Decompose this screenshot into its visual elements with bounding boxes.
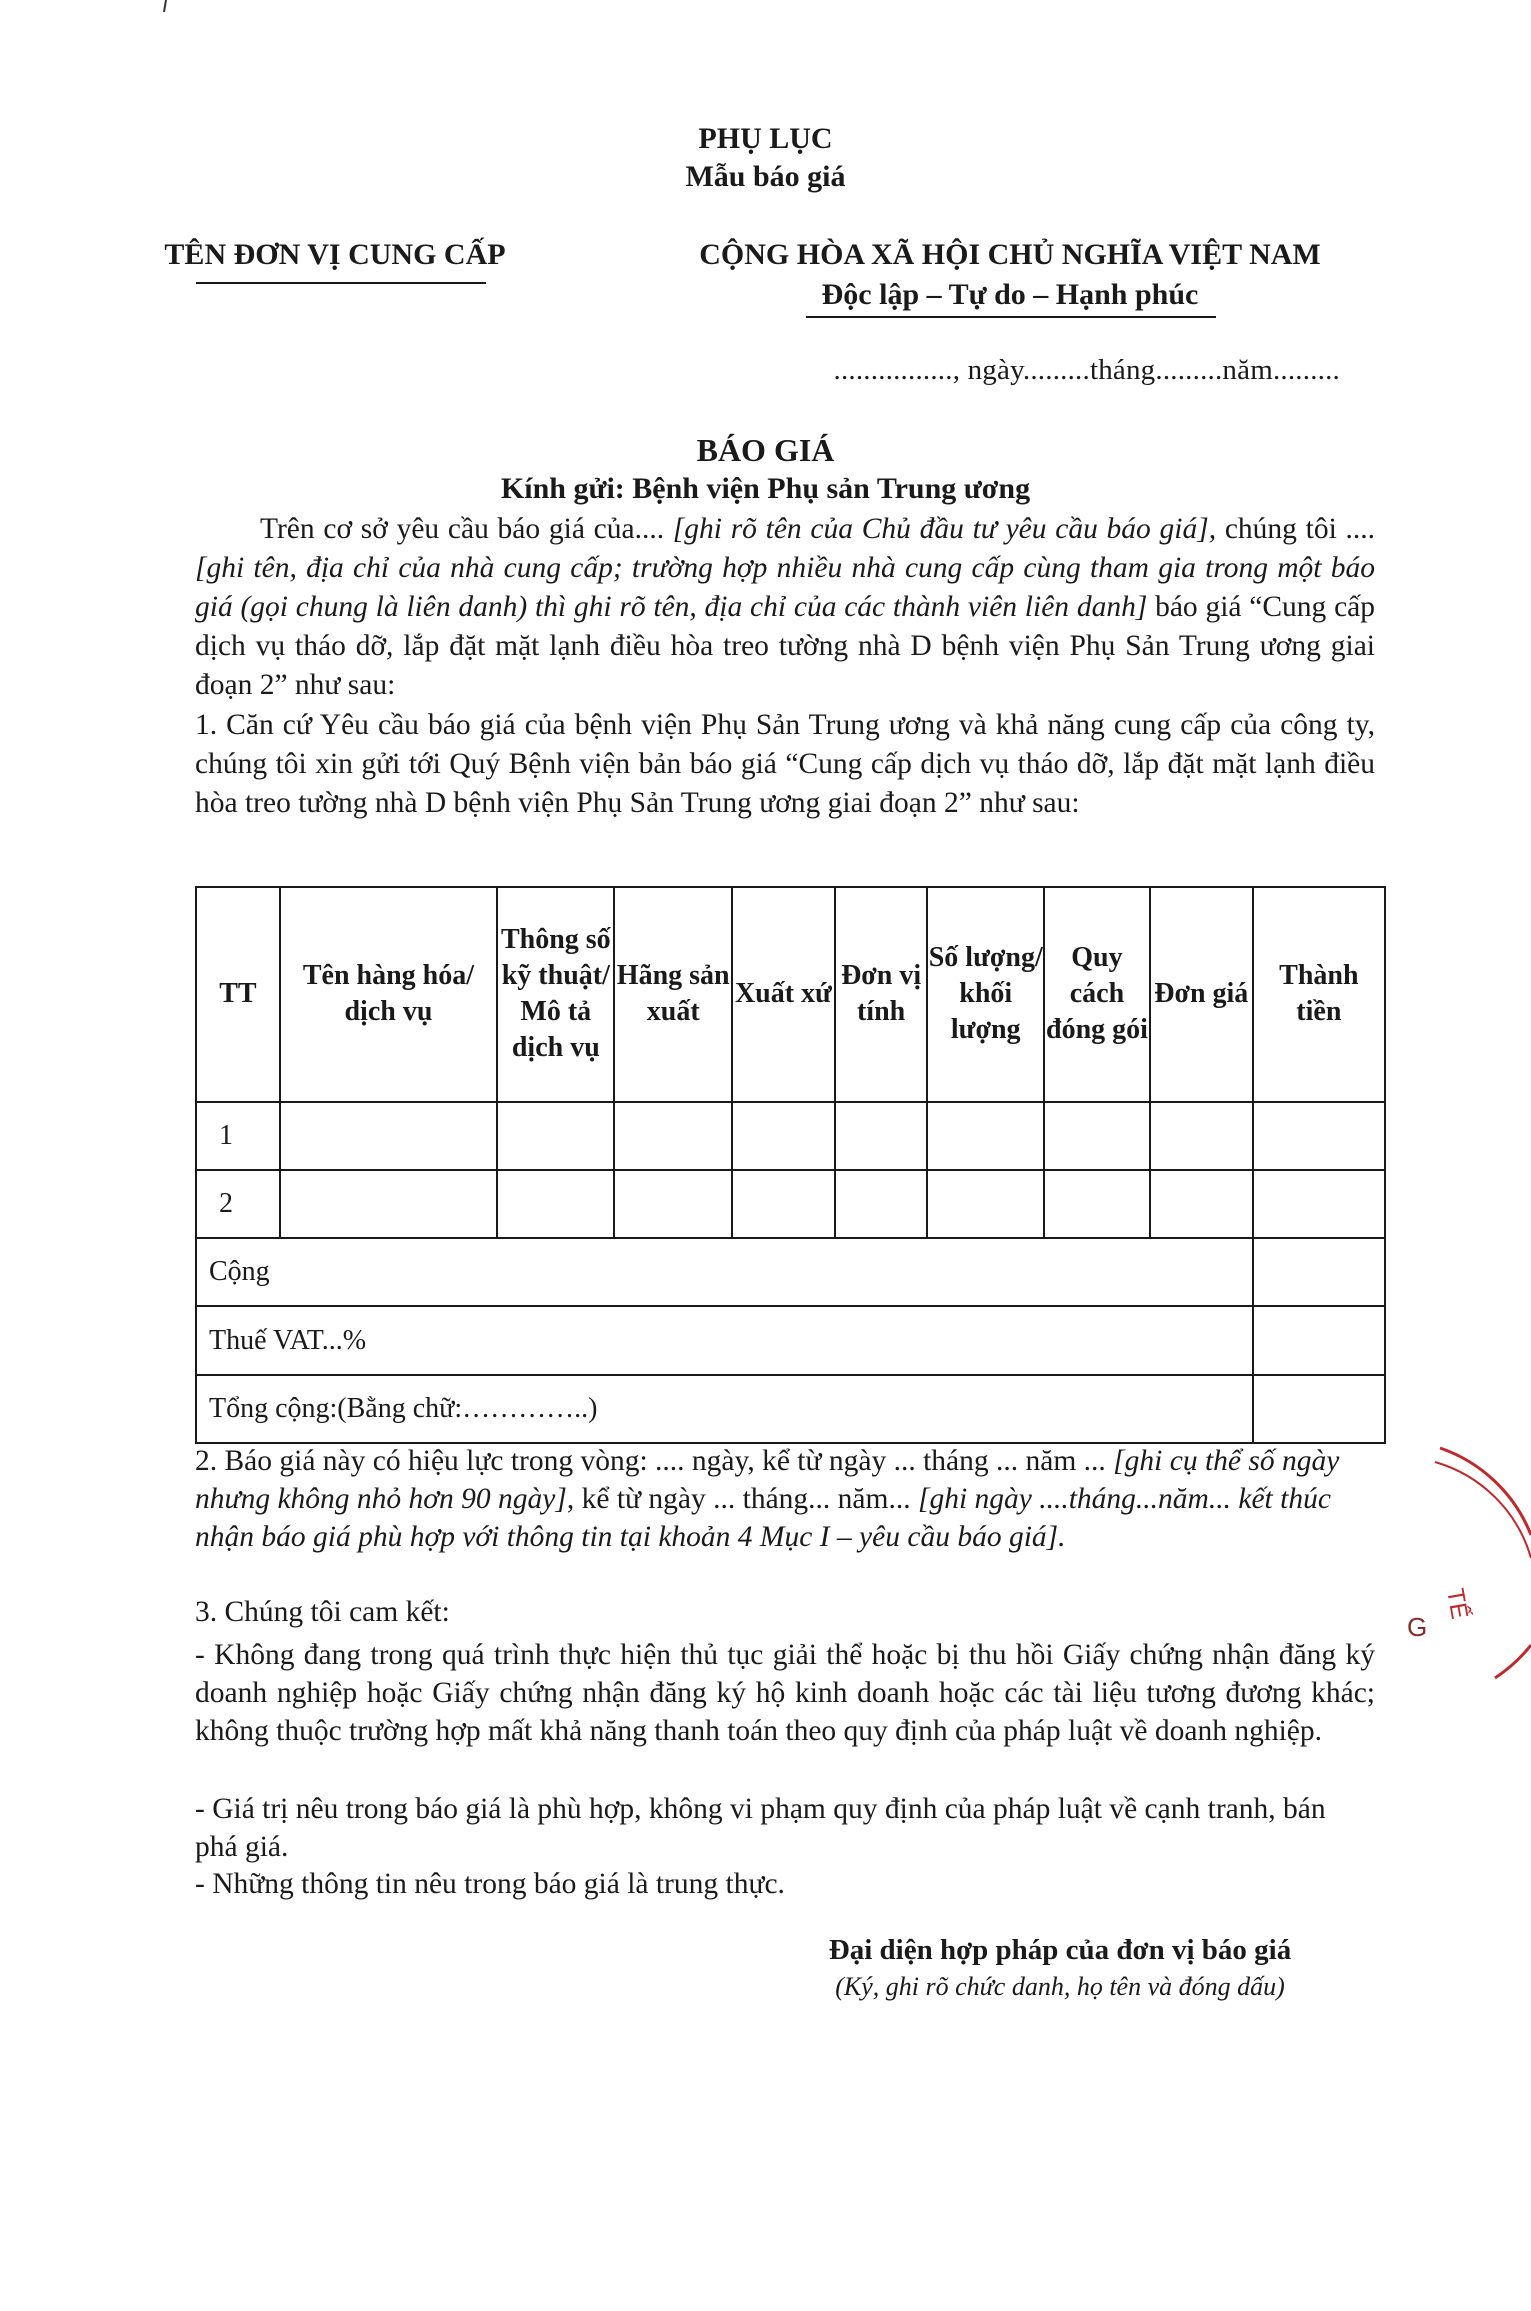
intro-text-3: báo giá “Cung cấp dịch vụ tháo dỡ, lắp đặt mặt lạnh điều hòa treo tường nhà D bệnh viện Phụ Sản Trung ương giai đoạn 2” như sau: bbox=[195, 591, 1376, 701]
grand-total-row bbox=[196, 1375, 1385, 1443]
item-1-paragraph: 1. Căn cứ Yêu cầu báo giá của bệnh viện Phụ Sản Trung ương và khả năng cung cấp của công ty, chúng tôi xin gửi tới Quý Bệnh viện bản báo giá “Cung cấp dịch vụ tháo dỡ, lắp đặt mặt lạnh điều hòa treo tường nhà D bệnh viện Phụ Sản Trung ương giai đoạn 2” như sau: bbox=[195, 709, 1375, 819]
validity-paragraph bbox=[195, 1442, 1385, 1556]
intro-text-1: Trên cơ sở yêu cầu báo giá của.... bbox=[260, 513, 673, 545]
vat-value bbox=[1253, 1306, 1385, 1374]
row-number: 2 bbox=[196, 1170, 280, 1238]
header-origin: Xuất xứ bbox=[732, 887, 835, 1102]
commitment-item-3: - Những thông tin nêu trong báo giá là trung thực. bbox=[195, 1868, 785, 1900]
commitment-item-2: - Giá trị nêu trong báo giá là phù hợp, không vi phạm quy định của pháp luật về cạnh tranh, bán phá giá. bbox=[195, 1793, 1326, 1863]
table-row bbox=[196, 1102, 1385, 1170]
republic-heading: CỘNG HÒA XÃ HỘI CHỦ NGHĨA VIỆT NAM bbox=[699, 238, 1321, 271]
validity-text-1: 2. Báo giá này có hiệu lực trong vòng: .... ngày, kể từ ngày ... tháng ... năm ... bbox=[195, 1445, 1114, 1477]
commitment-heading: 3. Chúng tôi cam kết: bbox=[195, 1596, 450, 1628]
sum-value bbox=[1253, 1238, 1385, 1306]
stamp-char: G bbox=[1407, 1612, 1428, 1642]
scan-mark bbox=[160, 0, 170, 14]
supplier-heading: TÊN ĐƠN VỊ CUNG CẤP bbox=[164, 238, 506, 271]
document-title: BÁO GIÁ bbox=[696, 432, 835, 468]
motto: Độc lập – Tự do – Hạnh phúc bbox=[821, 278, 1199, 311]
header-qty: Số lượng/ khối lượng bbox=[927, 887, 1044, 1102]
validity-note-2: [ghi ngày ....tháng...năm... kết thúc nhận báo giá phù hợp với thông tin tại khoản 4 Mục I – yêu cầu báo giá]. bbox=[195, 1483, 1331, 1553]
table-row bbox=[196, 1170, 1385, 1238]
appendix-title: PHỤ LỤC bbox=[698, 122, 833, 155]
header-tt: TT bbox=[196, 887, 280, 1102]
grand-total-label: Tổng cộng:(Bằng chữ:…………..) bbox=[196, 1375, 1253, 1443]
commitment-item-1: - Không đang trong quá trình thực hiện thủ tục giải thể hoặc bị thu hồi Giấy chứng nhận đăng ký doanh nghiệp hoặc Giấy chứng nhận đăng ký hộ kinh doanh hoặc các tài liệu tương đương khác; không thuộc trường hợp mất khả năng thanh toán theo quy định của pháp luật về doanh nghiệp. bbox=[195, 1639, 1375, 1747]
recipient: Kính gửi: Bệnh viện Phụ sản Trung ương bbox=[500, 472, 1031, 505]
vat-label: Thuế VAT...% bbox=[196, 1306, 1253, 1374]
appendix-subtitle: Mẫu báo giá bbox=[685, 160, 846, 193]
sum-label: Cộng bbox=[196, 1238, 1253, 1306]
quote-table bbox=[195, 886, 1386, 1444]
date-line: ................, ngày.........tháng.........năm......... bbox=[833, 354, 1340, 386]
stamp-text: TẾ bbox=[1441, 1586, 1474, 1622]
motto-underline bbox=[806, 316, 1216, 318]
vat-row bbox=[196, 1306, 1385, 1374]
supplier-underline bbox=[196, 282, 486, 284]
header-maker: Hãng sản xuất bbox=[614, 887, 732, 1102]
intro-text-2: chúng tôi .... bbox=[1216, 513, 1375, 545]
header-total: Thành tiền bbox=[1253, 887, 1385, 1102]
header-name: Tên hàng hóa/ dịch vụ bbox=[280, 887, 497, 1102]
header-pack: Quy cách đóng gói bbox=[1044, 887, 1150, 1102]
sum-row bbox=[196, 1238, 1385, 1306]
intro-paragraph bbox=[195, 510, 1375, 705]
red-stamp-fragment bbox=[1395, 1440, 1531, 1690]
header-price: Đơn giá bbox=[1150, 887, 1253, 1102]
intro-note-2: [ghi tên, địa chỉ của nhà cung cấp; trường hợp nhiều nhà cung cấp cùng tham gia trong một báo giá (gọi chung là liên danh) thì ghi rõ tên, địa chỉ của các thành viên liên danh] bbox=[195, 552, 1375, 623]
header-spec: Thông số kỹ thuật/ Mô tả dịch vụ bbox=[497, 887, 614, 1102]
validity-text-2: , kể từ ngày ... tháng... năm... bbox=[566, 1483, 918, 1515]
header-unit: Đơn vị tính bbox=[835, 887, 928, 1102]
row-number: 1 bbox=[196, 1102, 280, 1170]
validity-note-1: [ghi cụ thể số ngày nhưng không nhỏ hơn 90 ngày] bbox=[195, 1445, 1340, 1515]
intro-note-1: [ghi rõ tên của Chủ đầu tư yêu cầu báo giá], bbox=[672, 513, 1217, 545]
table-header-row bbox=[196, 887, 1385, 1102]
grand-total-value bbox=[1253, 1375, 1385, 1443]
signature-note: (Ký, ghi rõ chức danh, họ tên và đóng dấu) bbox=[835, 1972, 1285, 2001]
signature-title: Đại diện hợp pháp của đơn vị báo giá bbox=[828, 1934, 1292, 1966]
